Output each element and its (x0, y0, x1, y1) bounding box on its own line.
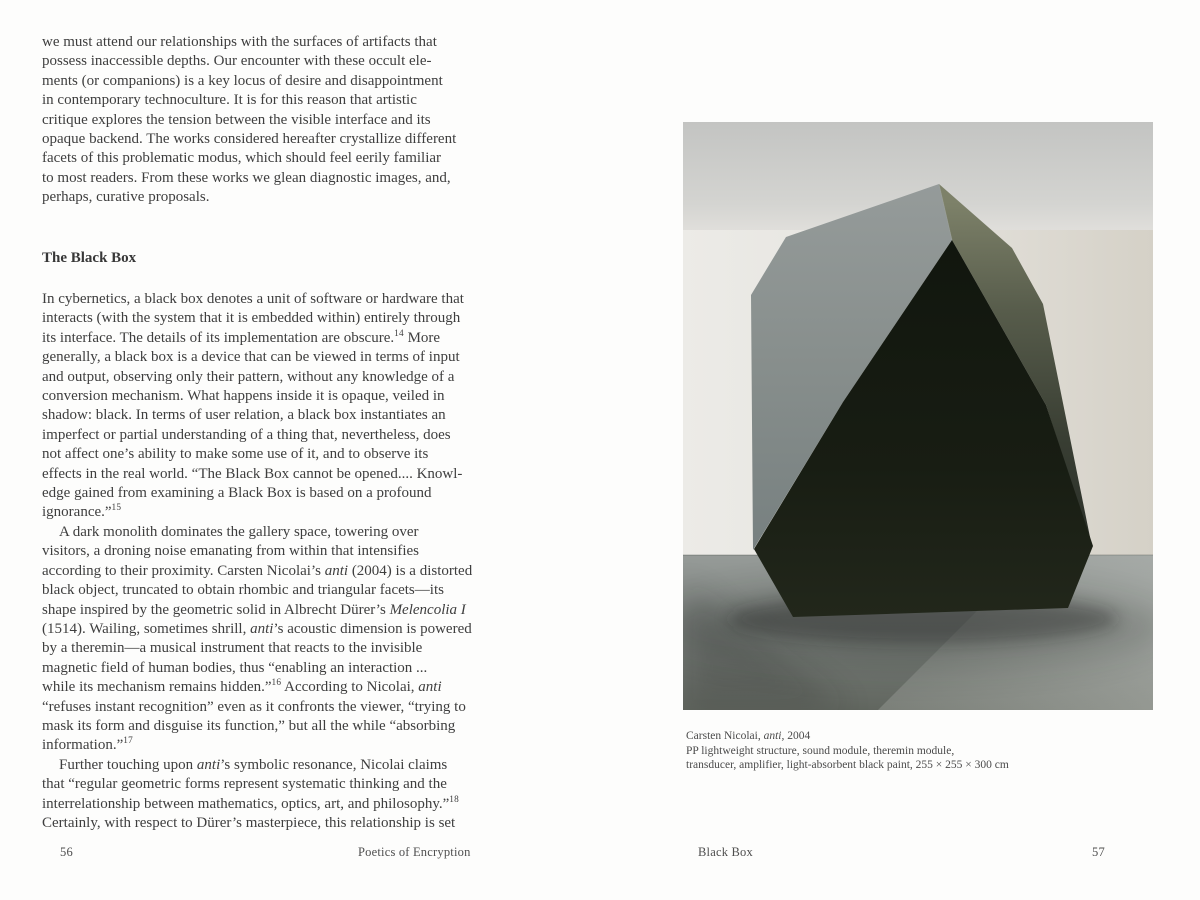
section-heading: The Black Box (42, 250, 137, 266)
paragraph-monolith: A dark monolith dominates the gallery space, towering over visitors, a droning noise emanating from within that intensifies according to their proximity. Carsten Nicolai’s anti (2004) is a distorted black object, truncated to obtain rhombic and triangular facets—its shape inspired by the geometric solid in Albrecht Dürer’s Melencolia I (1514). Wailing, sometimes shrill, anti’s acoustic dimension is powered by a theremin—a musical instrument that reacts to the invisible magnetic field of human bodies, thus “enabling an interaction ... while its mechanism remains hidden.”$^{16}$ According to Nicolai, anti “refuses instant recognition” even as it confronts the viewer, “trying to mask its form and disguise its function,” but all the while “absorbing information.”$^{17}$ (42, 523, 473, 754)
artwork-caption: Carsten Nicolai, anti, 2004 PP lightweight structure, sound module, theremin module, transducer, amplifier, light-absorbent black paint, 255 × 255 × 300 cm (686, 730, 1009, 772)
paragraph-cybernetics: In cybernetics, a black box denotes a unit of software or hardware that interacts (with the system that it is embedded within) entirely through its interface. The details of its implementation are obscure.$^{14}$ More generally, a black box is a device that can be viewed in terms of input and output, observing only their pattern, without any knowledge of a conversion mechanism. What happens inside it is opaque, veiled in shadow: black. In terms of user relation, a black box instantiates an imperfect or partial understanding of a thing that, nevertheless, does not affect one’s ability to make some use of it, and to observe its effects in the real world. “The Black Box cannot be opened.... Knowl- edge gained from examining a Black Box is based on a profound ignorance.”$^{15}$ (42, 291, 464, 521)
right-running-title: Black Box (698, 845, 753, 859)
paragraph-symbolic: Further touching upon anti’s symbolic resonance, Nicolai claims that “regular geometric forms represent systematic thinking and the interrelationship between mathematics, optics, art, and philosophy.”$^{18}$ Certainly, with respect to Dürer’s masterpiece, this relationship is set (42, 756, 459, 831)
right-page-number: 57 (1092, 845, 1105, 859)
body-text (42, 290, 472, 833)
left-page-number: 56 (60, 845, 73, 859)
left-running-title: Poetics of Encryption (358, 845, 471, 859)
intro-paragraph: we must attend our relationships with the surfaces of artifacts that possess inaccessible depths. Our encounter with these occult ele- ments (or companions) is a key locus of desire and disappointment in contemporary technoculture. It is for this reason that artistic critique explores the tension between the visible interface and its opaque backend. The works considered hereafter crystallize different facets of this problematic modus, which should feel eerily familiar to most readers. From these works we glean diagnostic images, and, perhaps, curative proposals. (42, 34, 457, 206)
artwork-photo (683, 122, 1153, 710)
